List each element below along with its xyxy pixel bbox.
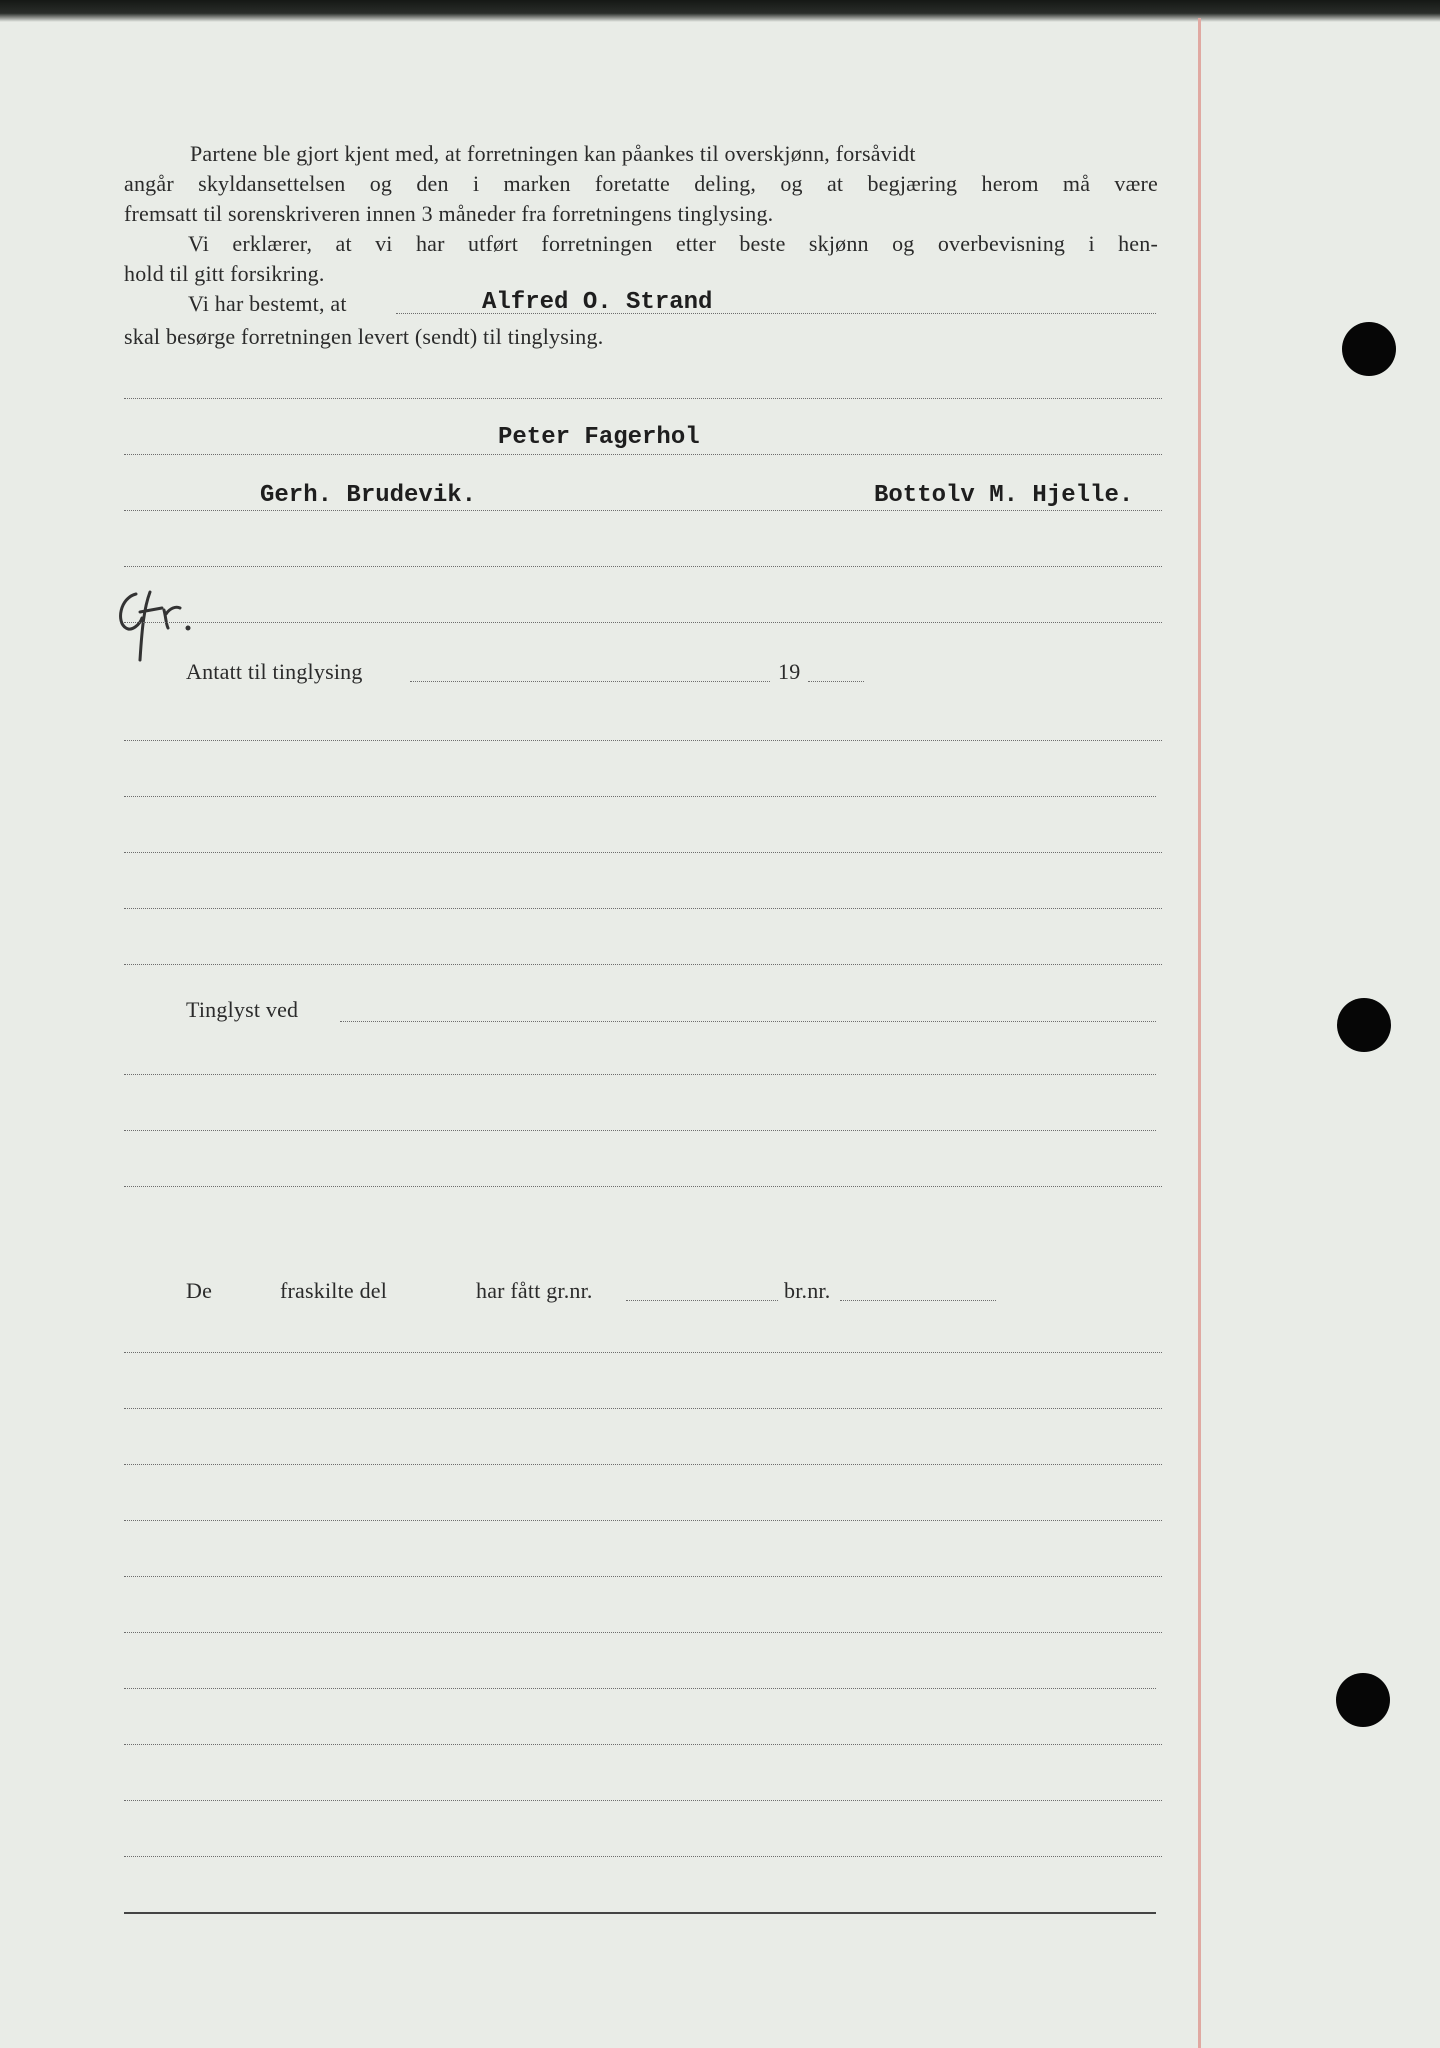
lower-line-2: [124, 1408, 1162, 1409]
signature-line-1: [124, 398, 1162, 399]
delivery-label: Vi har bestemt, at: [188, 291, 347, 316]
bottom-solid-rule: [124, 1912, 1156, 1914]
signature-left: Gerh. Brudevik.: [260, 482, 477, 509]
punch-hole-top: [1342, 322, 1396, 376]
lower-line-1: [124, 1352, 1162, 1353]
lower-line-9: [124, 1800, 1162, 1801]
brnr-dotted-line: [840, 1300, 996, 1301]
antatt-label: Antatt til tinglysing: [186, 659, 363, 684]
blank-line-2: [124, 796, 1156, 797]
signature-line-3: [124, 510, 1162, 511]
fraskilt-de: De: [186, 1278, 213, 1303]
punch-hole-middle: [1337, 998, 1391, 1052]
fraskilt-del-label: fraskilte del: [280, 1278, 388, 1303]
lower-line-4: [124, 1520, 1162, 1521]
delivery-name: Alfred O. Strand: [482, 289, 713, 316]
antatt-dotted-line: [410, 681, 770, 682]
fraskilt-grnr-label: har fått gr.nr.: [476, 1278, 593, 1303]
antatt-year-line: [808, 681, 864, 682]
signature-line-4: [124, 566, 1162, 567]
scan-top-edge: [0, 0, 1440, 22]
tinglyst-dotted-line: [340, 1021, 1156, 1022]
paragraph-1-line-2: angår skyldansettelsen og den i marken foretatte deling, og at begjæring herom må være: [124, 171, 1158, 196]
fraskilt-brnr-label: br.nr.: [784, 1278, 831, 1303]
tinglyst-line-2: [124, 1130, 1156, 1131]
lower-line-5: [124, 1576, 1162, 1577]
signature-line-2: [124, 454, 1162, 455]
tinglyst-line-3: [124, 1186, 1162, 1187]
paragraph-1-line-1: Partene ble gjort kjent med, at forretningen kan påankes til overskjønn, forsåvidt: [190, 141, 916, 166]
tinglyst-line-1: [124, 1074, 1156, 1075]
grnr-dotted-line: [626, 1300, 778, 1301]
initials-line: [124, 622, 1162, 623]
delivery-suffix: skal besørge forretningen levert (sendt) til tinglysing.: [124, 324, 604, 349]
lower-line-3: [124, 1464, 1162, 1465]
antatt-year: 19: [778, 659, 801, 684]
paragraph-2-line-2: hold til gitt forsikring.: [124, 261, 325, 286]
blank-line-3: [124, 852, 1162, 853]
blank-line-1: [124, 740, 1162, 741]
punch-hole-bottom: [1336, 1673, 1390, 1727]
signature-center: Peter Fagerhol: [498, 424, 700, 451]
lower-line-7: [124, 1688, 1156, 1689]
handwritten-initials-signature: [110, 584, 200, 664]
lower-line-8: [124, 1744, 1162, 1745]
blank-line-5: [124, 964, 1162, 965]
blank-line-4: [124, 908, 1162, 909]
red-margin-line: [1198, 18, 1201, 2048]
signature-right: Bottolv M. Hjelle.: [874, 482, 1134, 509]
lower-line-6: [124, 1632, 1162, 1633]
paragraph-1-line-3: fremsatt til sorenskriveren innen 3 måneder fra forretningens tinglysing.: [124, 201, 774, 226]
tinglyst-label: Tinglyst ved: [186, 997, 299, 1022]
lower-line-10: [124, 1856, 1162, 1857]
paragraph-2-line-1: Vi erklærer, at vi har utført forretningen etter beste skjønn og overbevisning i hen-: [188, 231, 1158, 256]
